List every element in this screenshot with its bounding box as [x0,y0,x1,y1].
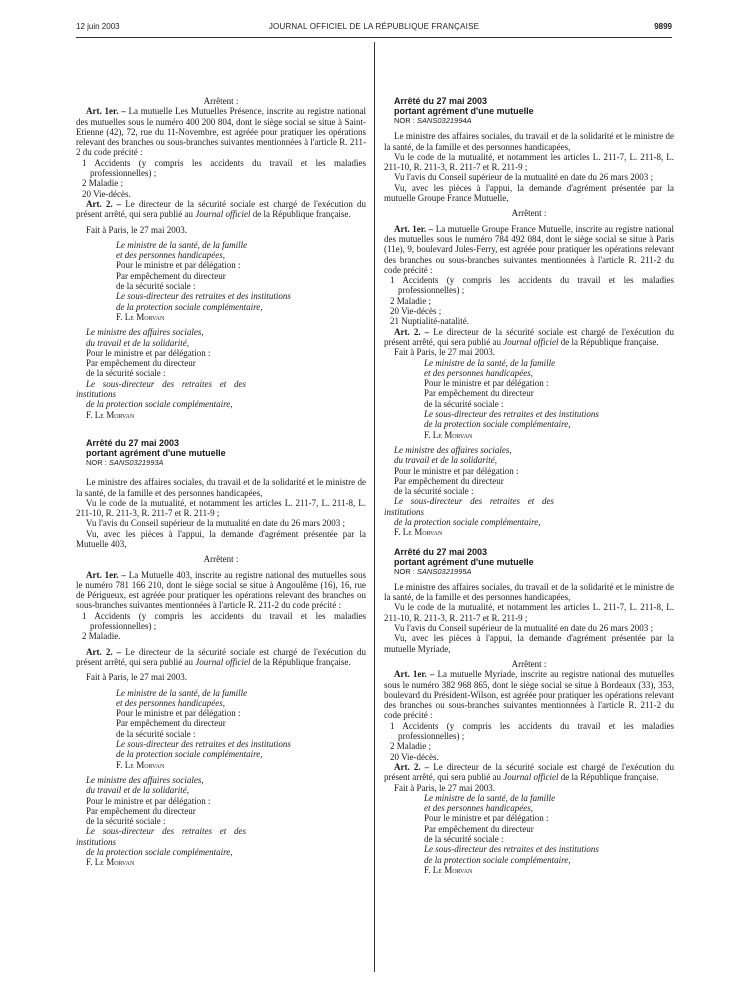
text-line: de la protection sociale complémentaire, [394,516,541,527]
text-line: et des personnes handicapées, [424,803,533,814]
text-line: de la sécurité sociale : [116,728,196,739]
signatory-name: F. Le Morvan [116,311,165,322]
preamble: Le ministre des affaires sociales, du travail et de la solidarité et le ministre de la santé, de la famille et des personnes handicapées, [384,581,674,603]
text-line: de la protection sociale complémentaire, [86,399,233,410]
visa: Vu, avec les pièces à l'appui, la demande d'agrément présentée par la Mutuelle 403, [76,528,366,549]
article-1: Art. 1er. – La Mutuelle 403, inscrite au registre national des mutuelles sous le numéro 781 166 210, dont le siège social se situe à Angoulême (16), 16, rue de Périgueux, est agréée pour pratiquer les opérations relevant des branches ou sous-branches suivantes mentionnées à l'article R. 211-2 du code précité : [76,569,367,611]
text-line: Journal officiel [503,772,559,783]
text-line: Art. 1er. – [86,569,126,580]
text-line: Par empêchement du directeur [424,388,534,399]
list-item: 2 Maladie. [82,631,121,642]
page-header [76,22,672,34]
arretent-heading: Arrêtent : [511,658,547,669]
text-line: SANS0321993A [108,457,164,467]
text-line: de la sécurité sociale : [116,281,196,292]
text-line: de la protection sociale complémentaire, [424,419,571,430]
text-line: Journal officiel [195,209,251,220]
arrete-title: Arrêté du 27 mai 2003 [394,546,488,557]
text-line: de la sécurité sociale : [424,398,504,409]
text-line: du travail et de la solidarité, [86,785,189,796]
text-line: Par empêchement du directeur [86,805,196,816]
list-item: 2 Maladie ; [390,295,431,306]
text-line: Art. 2. – [394,326,430,337]
text-line: de la protection sociale complémentaire, [116,301,263,312]
header-journal-title: JOURNAL OFFICIEL DE LA RÉPUBLIQUE FRANÇAISE [268,22,480,31]
arrete-title: Arrêté du 27 mai 2003 [86,437,180,448]
visa: Vu l'avis du Conseil supérieur de la mutualité en date du 26 mars 2003 ; [394,623,654,634]
text-line: Le ministre de la santé, de la famille [424,792,556,803]
text-line: Par empêchement du directeur [86,358,196,369]
signature-block [384,358,674,440]
visa: Vu, avec les pièces à l'appui, la demande d'agrément présentée par la mutuelle Myriade, [384,633,674,654]
text-line: Le ministre des affaires sociales, [394,444,512,455]
fait-a-paris: Fait à Paris, le 27 mai 2003. [86,224,187,235]
list-item: 21 Nuptialité-natalité. [390,316,469,327]
arretent-heading: Arrêtent : [203,554,239,565]
signature-block [384,445,554,538]
text-line: Par empêchement du directeur [116,270,226,281]
article-2: Art. 2. – Le directeur de la sécurité sociale est chargé de l'exécution du présent arrêté, qui sera publié au Journal officiel de la République française. [384,761,674,783]
visa: Vu le code de la mutualité, et notamment les articles L. 211-7, L. 211-8, L. 211-10, R. 211-3, R. 211-7 et R. 211-9 ; [384,602,674,623]
list-item: 20 Vie-décès. [390,751,439,762]
text-line: de la protection sociale complémentaire, [116,749,263,760]
text-line: Le ministre de la santé, de la famille [424,357,556,368]
list-item: 2 Maladie ; [390,741,431,752]
text-line: Par empêchement du directeur [394,475,504,486]
text-line: Pour le ministre et par délégation : [394,465,519,476]
article-1: Art. 1er. – La mutuelle Les Mutuelles Présence, inscrite au registre national des mutuelles sous le numéro 400 200 804, dont le siège social se situe à Saint-Etienne (42), 72, rue du 11-Novembre, est agréée pour pratiquer les opérations relevant des branches ou sous-branches suivantes mentionnées à l'article R. 211-2 du code précité : [76,106,366,158]
fait-a-paris: Fait à Paris, le 27 mai 2003. [394,347,495,358]
text-line: Par empêchement du directeur [116,718,226,729]
text-line: et des personnes handicapées, [116,250,225,261]
text-line: Pour le ministre et par délégation : [424,813,549,824]
text-line: SANS0321994A [416,116,472,125]
list-item: 1 Accidents (y compris les accidents du travail et les maladies professionnelles) ; [82,610,366,632]
header-page-number: 9899 [654,22,672,31]
list-item: 20 Vie-décès ; [390,306,442,317]
nor-reference: NOR : SANS0321994A [394,116,472,125]
signatory-name: F. Le Morvan [86,857,135,868]
text-line: et des personnes handicapées, [424,367,533,378]
text-line: Le sous-directeur des retraites et des institutions [116,291,291,302]
text-line: Journal officiel [195,656,251,667]
arretent-heading: Arrêtent : [511,208,547,219]
text-line: Art. 2. – [394,761,430,772]
text-line: de la sécurité sociale : [86,368,166,379]
text-line: de la sécurité sociale : [86,816,166,827]
text-line: Le ministre de la santé, de la famille [116,687,248,698]
text-line: du travail et de la solidarité, [86,337,189,348]
list-item: 1 Accidents (y compris les accidents du travail et les maladies professionnelles) ; [390,720,674,742]
article-1: Art. 1er. – La mutuelle Groupe France Mutuelle, inscrite au registre national des mutuelles sous le numéro 784 492 084, dont le siège social se situe à Paris (11e), 9, boulevard Jules-Ferry, est agréée pour pratiquer les opérations relevant des branches ou sous-branches suivantes mentionnées à l'article R. 211-2 du code précité : [384,223,674,275]
left-column [76,96,366,868]
text-line: et des personnes handicapées, [116,697,225,708]
text-line: Art. 1er. – [86,106,126,117]
text-line: Art. 2. – [86,646,122,657]
column-divider [374,42,375,972]
text-line: Le sous-directeur des retraites et des institutions [424,409,599,420]
signatory-name: F. Le Morvan [424,864,473,875]
list-item: 2 Maladie ; [82,178,123,189]
text-line: Art. 1er. – [394,223,434,234]
signature-block [76,240,366,322]
signature-block [384,793,674,875]
text-line: Pour le ministre et par délégation : [116,708,241,719]
text-line: de la protection sociale complémentaire, [424,854,571,865]
article-2: Art. 2. – Le directeur de la sécurité sociale est chargé de l'exécution du présent arrêté, qui sera publié au Journal officiel de la République française. [76,646,366,667]
text-line: Le sous-directeur des retraites et des institutions [384,496,554,517]
text-line: Pour le ministre et par délégation : [86,795,211,806]
fait-a-paris: Fait à Paris, le 27 mai 2003. [86,672,187,683]
right-column [384,96,674,875]
text-line: Art. 1er. – [394,669,435,680]
list-item: 1 Accidents (y compris les accidents du travail et les maladies professionnelles) ; [82,157,366,179]
nor-reference: NOR : SANS0321995A [394,566,472,576]
text-line: Pour le ministre et par délégation : [116,260,241,271]
list-item: 20 Vie-décès. [82,188,131,199]
signature-block [76,775,246,868]
text-line: SANS0321995A [416,566,472,576]
text-line: Le sous-directeur des retraites et des institutions [76,378,246,400]
list-item: 1 Accidents (y compris les accidents du travail et les maladies professionnelles) ; [390,275,674,296]
article-1: Art. 1er. – La mutuelle Myriade, inscrite au registre national des mutuelles sous le numéro 382 968 865, dont le siège social se situe à Bordeaux (33), 353, boulevard du Président-Wilson, est agréée pour pratiquer les opérations relevant des branches ou sous-branches suivantes mentionnées à l'article R. 211-2 du code précité : [384,669,674,721]
fait-a-paris: Fait à Paris, le 27 mai 2003. [394,782,495,793]
arretent-heading: Arrêtent : [203,96,239,106]
text-line: Par empêchement du directeur [424,823,534,834]
signatory-name: F. Le Morvan [86,409,135,420]
visa: Vu, avec les pièces à l'appui, la demande d'agrément présentée par la mutuelle Groupe France Mutuelle, [384,182,674,204]
preamble: Le ministre des affaires sociales, du travail et de la solidarité et le ministre de la santé, de la famille et des personnes handicapées, [76,477,366,498]
arrete-title: Arrêté du 27 mai 2003 [394,96,488,106]
signature-block [76,327,246,420]
visa: Vu le code de la mutualité, et notamment les articles L. 211-7, L. 211-8, L. 211-10, R. 211-3, R. 211-7 et R. 211-9 ; [384,151,674,173]
arrete-subtitle: portant agrément d'une mutuelle [394,106,534,116]
text-line: Le ministre de la santé, de la famille [116,239,248,250]
article-2: Art. 2. – Le directeur de la sécurité sociale est chargé de l'exécution du présent arrêté, qui sera publié au Journal officiel de la République française. [76,198,366,220]
text-line: Le sous-directeur des retraites et des institutions [424,844,599,855]
nor-reference: NOR : SANS0321993A [86,457,164,467]
text-line: Le ministre des affaires sociales, [86,774,204,785]
arrete-subtitle: portant agrément d'une mutuelle [86,447,226,458]
signature-block [76,688,366,770]
signatory-name: F. Le Morvan [424,429,473,440]
text-line: Le ministre des affaires sociales, [86,327,204,338]
text-line: Le sous-directeur des retraites et des institutions [116,739,291,750]
visa: Vu l'avis du Conseil supérieur de la mutualité en date du 26 mars 2003 ; [86,518,346,529]
text-line: de la sécurité sociale : [394,486,474,497]
visa: Vu le code de la mutualité, et notamment les articles L. 211-7, L. 211-8, L. 211-10, R. 211-3, R. 211-7 et R. 211-9 ; [76,497,366,519]
article-2: Art. 2. – Le directeur de la sécurité sociale est chargé de l'exécution du présent arrêté, qui sera publié au Journal officiel de la République française. [384,326,674,347]
text-line: de la protection sociale complémentaire, [86,847,233,857]
preamble: Le ministre des affaires sociales, du travail et de la solidarité et le ministre de la santé, de la famille et des personnes handicapées, [384,131,674,152]
text-line: du travail et de la solidarité, [394,455,497,466]
header-rule [76,37,672,38]
arrete-subtitle: portant agrément d'une mutuelle [394,556,534,567]
visa: Vu l'avis du Conseil supérieur de la mutualité en date du 26 mars 2003 ; [394,172,654,183]
header-date: 12 juin 2003 [76,22,120,31]
signatory-name: F. Le Morvan [116,759,165,770]
text-line: de la sécurité sociale : [424,834,504,844]
text-line: Pour le ministre et par délégation : [86,347,211,358]
text-line: Pour le ministre et par délégation : [424,378,549,389]
signatory-name: F. Le Morvan [394,527,443,538]
text-line: Journal officiel [503,336,559,347]
text-line: Art. 2. – [86,198,122,209]
text-line: Le sous-directeur des retraites et des institutions [76,826,246,847]
